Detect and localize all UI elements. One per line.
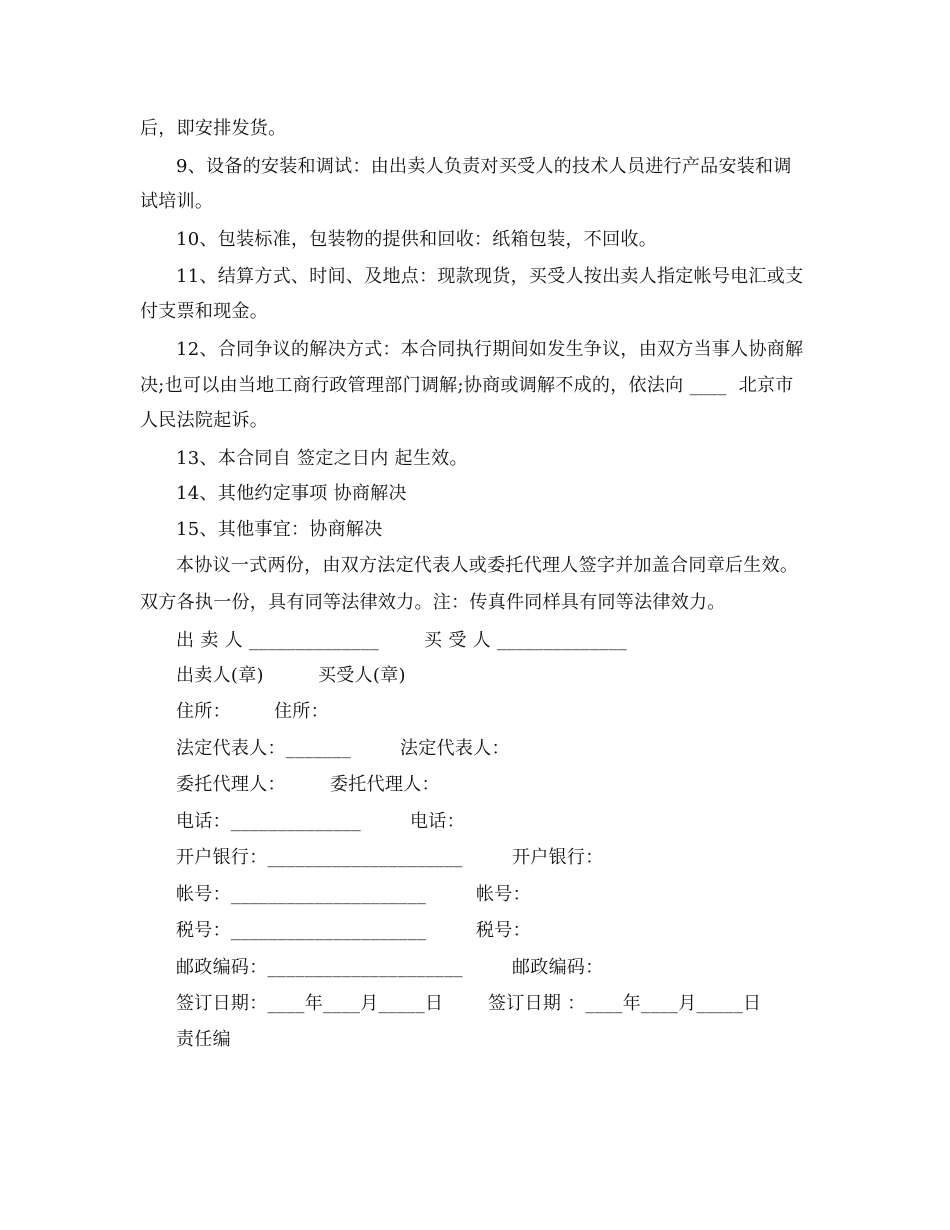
- buyer-phone: 电话：: [410, 811, 465, 832]
- buyer-legal-rep: 法定代表人：: [400, 738, 510, 759]
- text-line: 付支票和现金。: [140, 301, 269, 322]
- clause-13: 13、本合同自 签定之日内 起生效。: [176, 448, 468, 469]
- buyer-tax-id: 税号：: [476, 920, 531, 941]
- clause-11: 11、结算方式、时间、及地点：现款现货，买受人按出卖人指定帐号电汇或支: [176, 266, 804, 287]
- seller-phone: 电话：______________: [176, 811, 362, 832]
- buyer-sign-date: 签订日期 ：____年____月_____日: [488, 993, 762, 1014]
- seller-postcode: 邮政编码：_____________________: [176, 957, 463, 978]
- clause-9: 9、设备的安装和调试：由出卖人负责对买受人的技术人员进行产品安装和调: [176, 156, 792, 177]
- text-line: 后，即安排发货。: [140, 118, 287, 139]
- agreement-note: 本协议一式两份，由双方法定代表人或委托代理人签字并加盖合同章后生效。: [176, 555, 799, 576]
- buyer-address: 住所：: [274, 701, 329, 722]
- text-line: 试培训。: [140, 191, 214, 212]
- buyer-field: 买 受 人 ______________: [424, 630, 628, 651]
- buyer-account: 帐号：: [476, 884, 531, 905]
- buyer-agent: 委托代理人：: [330, 774, 440, 795]
- clause-12: 12、合同争议的解决方式：本合同执行期间如发生争议，由双方当事人协商解: [176, 339, 804, 360]
- text-line: 人民法院起诉。: [140, 410, 269, 431]
- seller-tax-id: 税号：_____________________: [176, 920, 427, 941]
- clause-14: 14、其他约定事项 协商解决: [176, 483, 407, 504]
- seller-legal-rep: 法定代表人：_______: [176, 738, 351, 759]
- seller-field: 出 卖 人 ______________: [176, 630, 380, 651]
- seller-account: 帐号：_____________________: [176, 884, 427, 905]
- buyer-seal: 买受人(章): [318, 665, 406, 686]
- seller-sign-date: 签订日期：____年____月_____日: [176, 993, 444, 1014]
- clause-15: 15、其他事宜：协商解决: [176, 519, 383, 540]
- text-line: 双方各执一份，具有同等法律效力。注：传真件同样具有同等法律效力。: [140, 592, 726, 613]
- buyer-postcode: 邮政编码：: [512, 957, 604, 978]
- seller-agent: 委托代理人：: [176, 774, 286, 795]
- buyer-bank: 开户银行：: [512, 847, 604, 868]
- editor-label: 责任编: [176, 1029, 231, 1050]
- seller-bank: 开户银行：_____________________: [176, 847, 463, 868]
- clause-10: 10、包装标准，包装物的提供和回收：纸箱包装，不回收。: [176, 229, 658, 250]
- text-line: 决;也可以由当地工商行政管理部门调解;协商或调解不成的，依法向 ____ 北京市: [140, 375, 794, 396]
- seller-seal: 出卖人(章): [176, 665, 264, 686]
- seller-address: 住所：: [176, 701, 231, 722]
